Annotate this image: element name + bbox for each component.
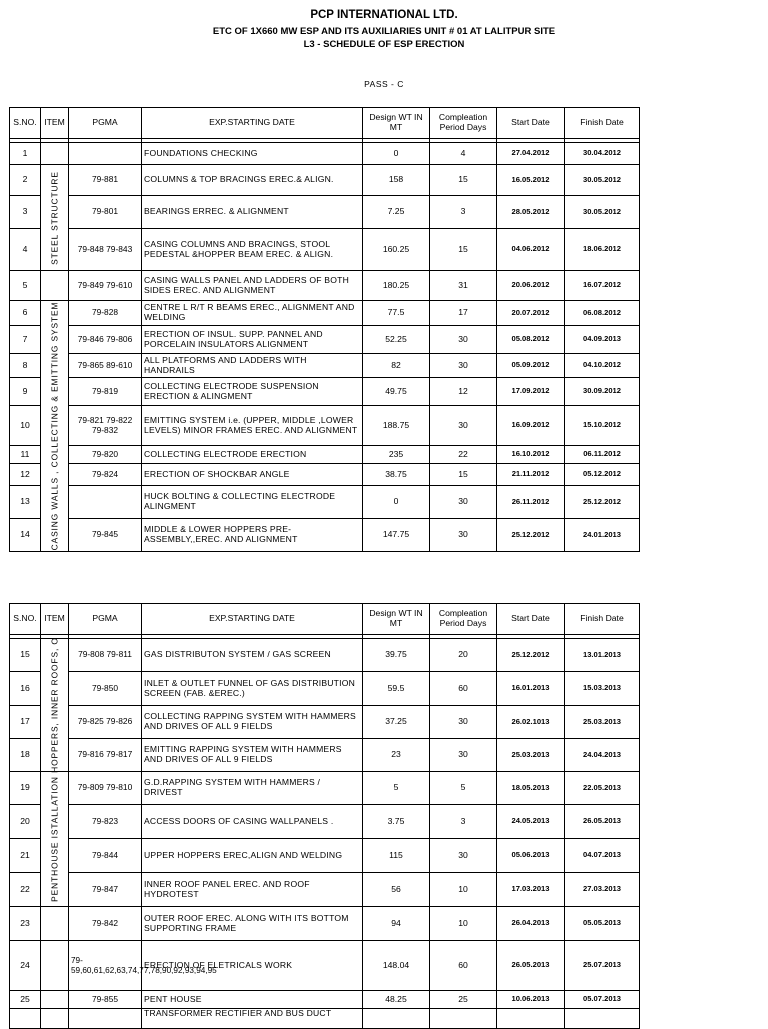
cell-finish-date: 13.01.2013 xyxy=(565,639,640,672)
cell-start-date: 24.05.2013 xyxy=(497,805,565,839)
cell-design-wt: 77.5 xyxy=(363,301,430,326)
table-row xyxy=(10,839,640,873)
header-item: ITEM xyxy=(41,604,69,635)
table-row xyxy=(10,446,640,464)
cell-pgma xyxy=(69,143,142,165)
schedule-table-1 xyxy=(9,107,640,552)
table-row xyxy=(10,991,640,1009)
cell-finish-date: 25.07.2013 xyxy=(565,941,640,991)
cell-design-wt: 39.75 xyxy=(363,639,430,672)
cell-activity: ERECTION OF SHOCKBAR ANGLE xyxy=(142,464,363,486)
cell-pgma: 79-850 xyxy=(69,672,142,706)
cell-sno: 7 xyxy=(10,326,41,354)
cell-sno: 13 xyxy=(10,486,41,519)
cell-design-wt: 0 xyxy=(363,143,430,165)
header-design-wt: Design WT IN MT xyxy=(363,604,430,635)
cell-pgma: 79-847 xyxy=(69,873,142,907)
cell-start-date: 04.06.2012 xyxy=(497,229,565,271)
cell-activity: CASING COLUMNS AND BRACINGS, STOOL PEDESTAL &HOPPER BEAM EREC. & ALIGN. xyxy=(142,229,363,271)
cell-activity: CASING WALLS PANEL AND LADDERS OF BOTH SIDES EREC. AND ALIGNMENT xyxy=(142,271,363,301)
cell-activity: COLUMNS & TOP BRACINGS EREC.& ALIGN. xyxy=(142,165,363,196)
table-row xyxy=(10,907,640,941)
cell-activity: FOUNDATIONS CHECKING xyxy=(142,143,363,165)
cell-start-date: 05.09.2012 xyxy=(497,354,565,378)
cell-period-days: 3 xyxy=(430,805,497,839)
table-row xyxy=(10,406,640,446)
table-row xyxy=(10,464,640,486)
cell-period-days: 30 xyxy=(430,406,497,446)
cell-pgma: 79-881 xyxy=(69,165,142,196)
cell-period-days: 15 xyxy=(430,229,497,271)
cell-finish-date xyxy=(565,1009,640,1029)
cell-finish-date: 18.06.2012 xyxy=(565,229,640,271)
cell-period-days: 30 xyxy=(430,519,497,552)
cell-design-wt: 56 xyxy=(363,873,430,907)
cell-sno: 2 xyxy=(10,165,41,196)
cell-start-date: 25.12.2012 xyxy=(497,519,565,552)
header-activity: EXP.STARTING DATE xyxy=(142,604,363,635)
cell-design-wt: 147.75 xyxy=(363,519,430,552)
item-group-label: STEEL STRUCTURE xyxy=(48,170,59,265)
cell-period-days: 30 xyxy=(430,486,497,519)
header-start-date: Start Date xyxy=(497,604,565,635)
cell-finish-date: 06.08.2012 xyxy=(565,301,640,326)
cell-start-date: 27.04.2012 xyxy=(497,143,565,165)
cell-period-days: 30 xyxy=(430,354,497,378)
header-period-days: Compleation Period Days xyxy=(430,604,497,635)
cell-period-days: 4 xyxy=(430,143,497,165)
table-row xyxy=(10,326,640,354)
cell-pgma: 79-821 79-822 79-832 xyxy=(69,406,142,446)
cell-activity: PENT HOUSE xyxy=(142,991,363,1009)
cell-sno: 3 xyxy=(10,196,41,229)
cell-pgma: 79-816 79-817 xyxy=(69,739,142,772)
cell-pgma: 79-824 xyxy=(69,464,142,486)
cell-pgma: 79-846 79-806 xyxy=(69,326,142,354)
cell-pgma: 79-823 xyxy=(69,805,142,839)
table-row xyxy=(10,486,640,519)
table-row xyxy=(10,941,640,991)
table-row xyxy=(10,519,640,552)
cell-design-wt: 158 xyxy=(363,165,430,196)
cell-finish-date: 05.05.2013 xyxy=(565,907,640,941)
cell-pgma: 79-59,60,61,62,63,74,77,78,90,92,93,94,95 xyxy=(69,941,142,991)
cell-activity: UPPER HOPPERS EREC,ALIGN AND WELDING xyxy=(142,839,363,873)
cell-period-days: 15 xyxy=(430,165,497,196)
cell-sno: 18 xyxy=(10,739,41,772)
cell-design-wt: 59.5 xyxy=(363,672,430,706)
cell-design-wt: 49.75 xyxy=(363,378,430,406)
cell-pgma: 79-844 xyxy=(69,839,142,873)
cell-design-wt xyxy=(363,1009,430,1029)
cell-start-date: 20.06.2012 xyxy=(497,271,565,301)
cell-start-date: 20.07.2012 xyxy=(497,301,565,326)
cell-design-wt: 48.25 xyxy=(363,991,430,1009)
cell-activity: OUTER ROOF EREC. ALONG WITH ITS BOTTOM SUPPORTING FRAME xyxy=(142,907,363,941)
cell-sno: 4 xyxy=(10,229,41,271)
cell-design-wt: 188.75 xyxy=(363,406,430,446)
cell-start-date: 17.09.2012 xyxy=(497,378,565,406)
cell-period-days: 12 xyxy=(430,378,497,406)
cell-finish-date: 30.05.2012 xyxy=(565,196,640,229)
table-row xyxy=(10,271,640,301)
cell-finish-date: 04.09.2013 xyxy=(565,326,640,354)
cell-finish-date: 25.12.2012 xyxy=(565,486,640,519)
cell-sno: 25 xyxy=(10,991,41,1009)
table-row xyxy=(10,196,640,229)
item-group-label: CASING WALLS , COLLECTING & EMITTING SYSTEM xyxy=(48,301,59,551)
company-name: PCP INTERNATIONAL LTD. xyxy=(310,9,458,21)
cell-sno: 23 xyxy=(10,907,41,941)
cell-sno: 14 xyxy=(10,519,41,552)
cell-design-wt: 52.25 xyxy=(363,326,430,354)
cell-activity: ACCESS DOORS OF CASING WALLPANELS . xyxy=(142,805,363,839)
table-row xyxy=(10,706,640,739)
cell-design-wt: 180.25 xyxy=(363,271,430,301)
item-group-hoppers xyxy=(41,639,69,772)
cell-design-wt: 3.75 xyxy=(363,805,430,839)
cell-period-days xyxy=(430,1009,497,1029)
cell-sno: 20 xyxy=(10,805,41,839)
table-row xyxy=(10,229,640,271)
cell-period-days: 31 xyxy=(430,271,497,301)
cell-activity: COLLECTING RAPPING SYSTEM WITH HAMMERS AND DRIVES OF ALL 9 FIELDS xyxy=(142,706,363,739)
cell-activity: BEARINGS ERREC. & ALIGNMENT xyxy=(142,196,363,229)
cell-start-date xyxy=(497,1009,565,1029)
cell-start-date: 17.03.2013 xyxy=(497,873,565,907)
cell-finish-date: 25.03.2013 xyxy=(565,706,640,739)
table-row xyxy=(10,639,640,672)
cell-sno: 24 xyxy=(10,941,41,991)
cell-sno: 6 xyxy=(10,301,41,326)
cell-activity: HUCK BOLTING & COLLECTING ELECTRODE ALINGMENT xyxy=(142,486,363,519)
cell-finish-date: 26.05.2013 xyxy=(565,805,640,839)
cell-sno: 21 xyxy=(10,839,41,873)
cell-pgma: 79-865 89-610 xyxy=(69,354,142,378)
cell-finish-date: 24.04.2013 xyxy=(565,739,640,772)
cell-sno: 9 xyxy=(10,378,41,406)
schedule-table-2 xyxy=(9,603,640,1029)
cell-finish-date: 05.07.2013 xyxy=(565,991,640,1009)
cell-start-date: 26.05.2013 xyxy=(497,941,565,991)
cell-design-wt: 160.25 xyxy=(363,229,430,271)
cell-sno: 11 xyxy=(10,446,41,464)
cell-design-wt: 115 xyxy=(363,839,430,873)
cell-start-date: 25.03.2013 xyxy=(497,739,565,772)
cell-finish-date: 16.07.2012 xyxy=(565,271,640,301)
cell-start-date: 05.06.2013 xyxy=(497,839,565,873)
table-row xyxy=(10,354,640,378)
cell-activity: ALL PLATFORMS AND LADDERS WITH HANDRAILS xyxy=(142,354,363,378)
cell-pgma: 79-842 xyxy=(69,907,142,941)
table-row xyxy=(10,739,640,772)
cell-period-days: 60 xyxy=(430,672,497,706)
cell-pgma: 79-849 79-610 xyxy=(69,271,142,301)
cell-finish-date: 30.09.2012 xyxy=(565,378,640,406)
cell-pgma: 79-828 xyxy=(69,301,142,326)
table-row xyxy=(10,672,640,706)
cell-finish-date: 22.05.2013 xyxy=(565,772,640,805)
table-row xyxy=(10,301,640,326)
cell-design-wt: 0 xyxy=(363,486,430,519)
cell-activity: ERECTION OF ELETRICALS WORK xyxy=(142,941,363,991)
header-finish-date: Finish Date xyxy=(565,604,640,635)
cell-pgma: 79-820 xyxy=(69,446,142,464)
cell-period-days: 30 xyxy=(430,839,497,873)
cell-design-wt: 38.75 xyxy=(363,464,430,486)
table-row xyxy=(10,378,640,406)
project-title: ETC OF 1X660 MW ESP AND ITS AUXILIARIES UNIT # 01 AT LALITPUR SITE xyxy=(212,26,556,37)
cell-design-wt: 82 xyxy=(363,354,430,378)
cell-period-days: 30 xyxy=(430,739,497,772)
header-design-wt: Design WT IN MT xyxy=(363,108,430,139)
cell-pgma xyxy=(69,486,142,519)
cell-sno: 17 xyxy=(10,706,41,739)
header-sno: S.NO. xyxy=(10,108,41,139)
cell-start-date: 21.11.2012 xyxy=(497,464,565,486)
cell-start-date: 26.02.1013 xyxy=(497,706,565,739)
header-start-date: Start Date xyxy=(497,108,565,139)
cell-period-days: 30 xyxy=(430,706,497,739)
cell-item xyxy=(41,271,69,301)
cell-activity: COLLECTING ELECTRODE ERECTION xyxy=(142,446,363,464)
cell-activity: ERECTION OF INSUL. SUPP. PANNEL AND PORCELAIN INSULATORS ALIGNMENT xyxy=(142,326,363,354)
cell-activity: INNER ROOF PANEL EREC. AND ROOF HYDROTEST xyxy=(142,873,363,907)
cell-sno: 16 xyxy=(10,672,41,706)
header-pgma: PGMA xyxy=(69,108,142,139)
cell-item xyxy=(41,143,69,165)
header-period-days: Compleation Period Days xyxy=(430,108,497,139)
cell-finish-date: 06.11.2012 xyxy=(565,446,640,464)
cell-finish-date: 27.03.2013 xyxy=(565,873,640,907)
cell-design-wt: 5 xyxy=(363,772,430,805)
cell-period-days: 30 xyxy=(430,326,497,354)
cell-pgma: 79-855 xyxy=(69,991,142,1009)
cell-start-date: 16.05.2012 xyxy=(497,165,565,196)
cell-start-date: 16.10.2012 xyxy=(497,446,565,464)
cell-pgma: 79-809 79-810 xyxy=(69,772,142,805)
item-group-steel-structure xyxy=(41,165,69,271)
cell-sno: 1 xyxy=(10,143,41,165)
cell-pgma: 79-848 79-843 xyxy=(69,229,142,271)
cell-activity: EMITTING SYSTEM i.e. (UPPER, MIDDLE ,LOWER LEVELS) MINOR FRAMES EREC. AND ALIGNMENT xyxy=(142,406,363,446)
cell-sno: 22 xyxy=(10,873,41,907)
cell-finish-date: 15.03.2013 xyxy=(565,672,640,706)
header-item: ITEM xyxy=(41,108,69,139)
cell-period-days: 22 xyxy=(430,446,497,464)
cell-start-date: 28.05.2012 xyxy=(497,196,565,229)
cell-period-days: 17 xyxy=(430,301,497,326)
cell-pgma xyxy=(69,1009,142,1029)
cell-finish-date: 05.12.2012 xyxy=(565,464,640,486)
cell-period-days: 10 xyxy=(430,907,497,941)
cell-item xyxy=(41,1009,69,1029)
pass-label: PASS - C xyxy=(364,79,404,89)
table-row xyxy=(10,772,640,805)
cell-period-days: 25 xyxy=(430,991,497,1009)
table-row xyxy=(10,1009,640,1029)
cell-period-days: 10 xyxy=(430,873,497,907)
cell-start-date: 18.05.2013 xyxy=(497,772,565,805)
item-group-label: PENTHOUSE ISTALLATION xyxy=(48,776,59,902)
cell-activity: COLLECTING ELECTRODE SUSPENSION ERECTION & ALINGMENT xyxy=(142,378,363,406)
schedule-title: L3 - SCHEDULE OF ESP ERECTION xyxy=(303,39,465,50)
item-group-casing-walls xyxy=(41,301,69,552)
table-header-row xyxy=(10,108,640,139)
item-group-penthouse xyxy=(41,772,69,907)
header-pgma: PGMA xyxy=(69,604,142,635)
cell-period-days: 60 xyxy=(430,941,497,991)
cell-finish-date: 30.05.2012 xyxy=(565,165,640,196)
cell-activity: CENTRE L R/T R BEAMS EREC., ALIGNMENT AND WELDING xyxy=(142,301,363,326)
cell-activity: EMITTING RAPPING SYSTEM WITH HAMMERS AND DRIVES OF ALL 9 FIELDS xyxy=(142,739,363,772)
cell-period-days: 5 xyxy=(430,772,497,805)
table-row xyxy=(10,873,640,907)
cell-start-date: 05.08.2012 xyxy=(497,326,565,354)
cell-item xyxy=(41,941,69,991)
cell-start-date: 10.06.2013 xyxy=(497,991,565,1009)
cell-start-date: 25.12.2012 xyxy=(497,639,565,672)
cell-sno: 5 xyxy=(10,271,41,301)
cell-sno: 10 xyxy=(10,406,41,446)
cell-period-days: 3 xyxy=(430,196,497,229)
item-group-label: HOPPERS, INNER ROOFS, O xyxy=(48,637,59,773)
table-row xyxy=(10,143,640,165)
table-row xyxy=(10,165,640,196)
cell-design-wt: 148.04 xyxy=(363,941,430,991)
cell-activity: TRANSFORMER RECTIFIER AND BUS DUCT xyxy=(142,1009,363,1029)
cell-design-wt: 23 xyxy=(363,739,430,772)
cell-pgma: 79-819 xyxy=(69,378,142,406)
cell-design-wt: 94 xyxy=(363,907,430,941)
table-header-row xyxy=(10,604,640,635)
cell-pgma: 79-808 79-811 xyxy=(69,639,142,672)
cell-period-days: 20 xyxy=(430,639,497,672)
cell-finish-date: 30.04.2012 xyxy=(565,143,640,165)
cell-sno: 12 xyxy=(10,464,41,486)
cell-finish-date: 15.10.2012 xyxy=(565,406,640,446)
cell-sno: 8 xyxy=(10,354,41,378)
cell-start-date: 16.01.2013 xyxy=(497,672,565,706)
header-activity: EXP.STARTING DATE xyxy=(142,108,363,139)
cell-activity: MIDDLE & LOWER HOPPERS PRE-ASSEMBLY,,EREC. AND ALIGNMENT xyxy=(142,519,363,552)
header-finish-date: Finish Date xyxy=(565,108,640,139)
cell-activity: INLET & OUTLET FUNNEL OF GAS DISTRIBUTION SCREEN (FAB. &EREC.) xyxy=(142,672,363,706)
cell-item xyxy=(41,907,69,941)
cell-pgma: 79-825 79-826 xyxy=(69,706,142,739)
cell-sno xyxy=(10,1009,41,1029)
cell-design-wt: 235 xyxy=(363,446,430,464)
cell-start-date: 16.09.2012 xyxy=(497,406,565,446)
cell-start-date: 26.11.2012 xyxy=(497,486,565,519)
header-sno: S.NO. xyxy=(10,604,41,635)
cell-activity: GAS DISTRIBUTON SYSTEM / GAS SCREEN xyxy=(142,639,363,672)
cell-item xyxy=(41,991,69,1009)
cell-pgma: 79-801 xyxy=(69,196,142,229)
cell-sno: 19 xyxy=(10,772,41,805)
cell-design-wt: 7.25 xyxy=(363,196,430,229)
cell-sno: 15 xyxy=(10,639,41,672)
cell-period-days: 15 xyxy=(430,464,497,486)
cell-finish-date: 24.01.2013 xyxy=(565,519,640,552)
cell-finish-date: 04.07.2013 xyxy=(565,839,640,873)
cell-pgma: 79-845 xyxy=(69,519,142,552)
cell-start-date: 26.04.2013 xyxy=(497,907,565,941)
cell-design-wt: 37.25 xyxy=(363,706,430,739)
table-row xyxy=(10,805,640,839)
cell-finish-date: 04.10.2012 xyxy=(565,354,640,378)
cell-activity: G.D.RAPPING SYSTEM WITH HAMMERS / DRIVEST xyxy=(142,772,363,805)
